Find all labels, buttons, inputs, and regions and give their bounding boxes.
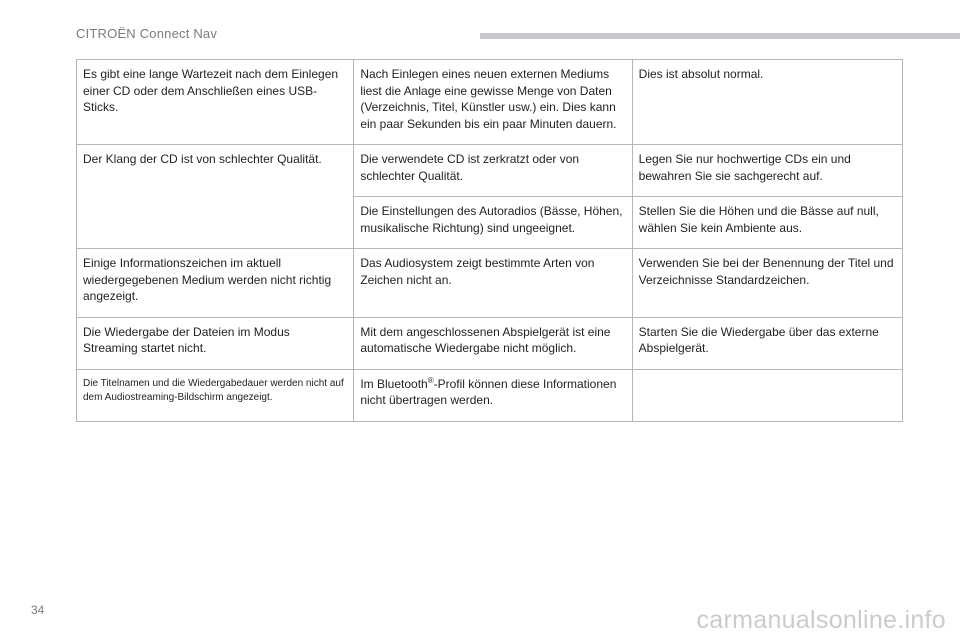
registered-mark: ® [427, 375, 434, 385]
page-header-title: CITROËN Connect Nav [76, 26, 218, 41]
cause-text: Im Bluetooth [360, 376, 428, 391]
problem-cell: Es gibt eine lange Wartezeit nach dem Einlegen einer CD oder dem Anschließen eines USB-Sticks. [77, 60, 354, 145]
problem-cell: Einige Informationszeichen im aktuell wiedergegebenen Medium werden nicht richtig angezeigt. [77, 249, 354, 318]
header-bar [480, 33, 960, 39]
solution-cell: Legen Sie nur hochwertige CDs ein und bewahren Sie sie sachgerecht auf. [632, 145, 902, 197]
cause-cell: Nach Einlegen eines neuen externen Mediums liest die Anlage eine gewisse Menge von Daten (Verzeichnis, Titel, Künstler usw.) ein. Dies kann ein paar Sekunden bis ein paar Minuten dauern. [354, 60, 632, 145]
table-row [77, 145, 903, 197]
cause-cell: Das Audiosystem zeigt bestimmte Arten von Zeichen nicht an. [354, 249, 632, 318]
problem-cell: Der Klang der CD ist von schlechter Qualität. [77, 145, 354, 249]
cause-cell: Mit dem angeschlossenen Abspielgerät ist eine automatische Wiedergabe nicht möglich. [354, 317, 632, 369]
table-row [77, 369, 903, 421]
cause-cell: Die verwendete CD ist zerkratzt oder von schlechter Qualität. [354, 145, 632, 197]
cause-cell: Die Einstellungen des Autoradios (Bässe, Höhen, musikalische Richtung) sind ungeeignet. [354, 197, 632, 249]
problem-cell: Die Wiedergabe der Dateien im Modus Streaming startet nicht. [77, 317, 354, 369]
solution-cell: Verwenden Sie bei der Benennung der Titel und Verzeichnisse Standardzeichen. [632, 249, 902, 318]
solution-cell: Stellen Sie die Höhen und die Bässe auf null, wählen Sie kein Ambiente aus. [632, 197, 902, 249]
solution-cell: Dies ist absolut normal. [632, 60, 902, 145]
cause-cell [354, 369, 632, 421]
solution-cell: Starten Sie die Wiedergabe über das externe Abspielgerät. [632, 317, 902, 369]
table-row [77, 317, 903, 369]
table-row [77, 249, 903, 318]
troubleshooting-table [76, 59, 903, 422]
watermark: carmanualsonline.info [696, 606, 946, 634]
cause-text: -Profil können diese Informationen nicht übertragen werden. [360, 376, 617, 407]
table-row [77, 60, 903, 145]
page-number: 34 [31, 603, 45, 617]
solution-cell [632, 369, 902, 421]
problem-cell: Die Titelnamen und die Wiedergabedauer werden nicht auf dem Audiostreaming-Bildschirm angezeigt. [77, 369, 354, 421]
